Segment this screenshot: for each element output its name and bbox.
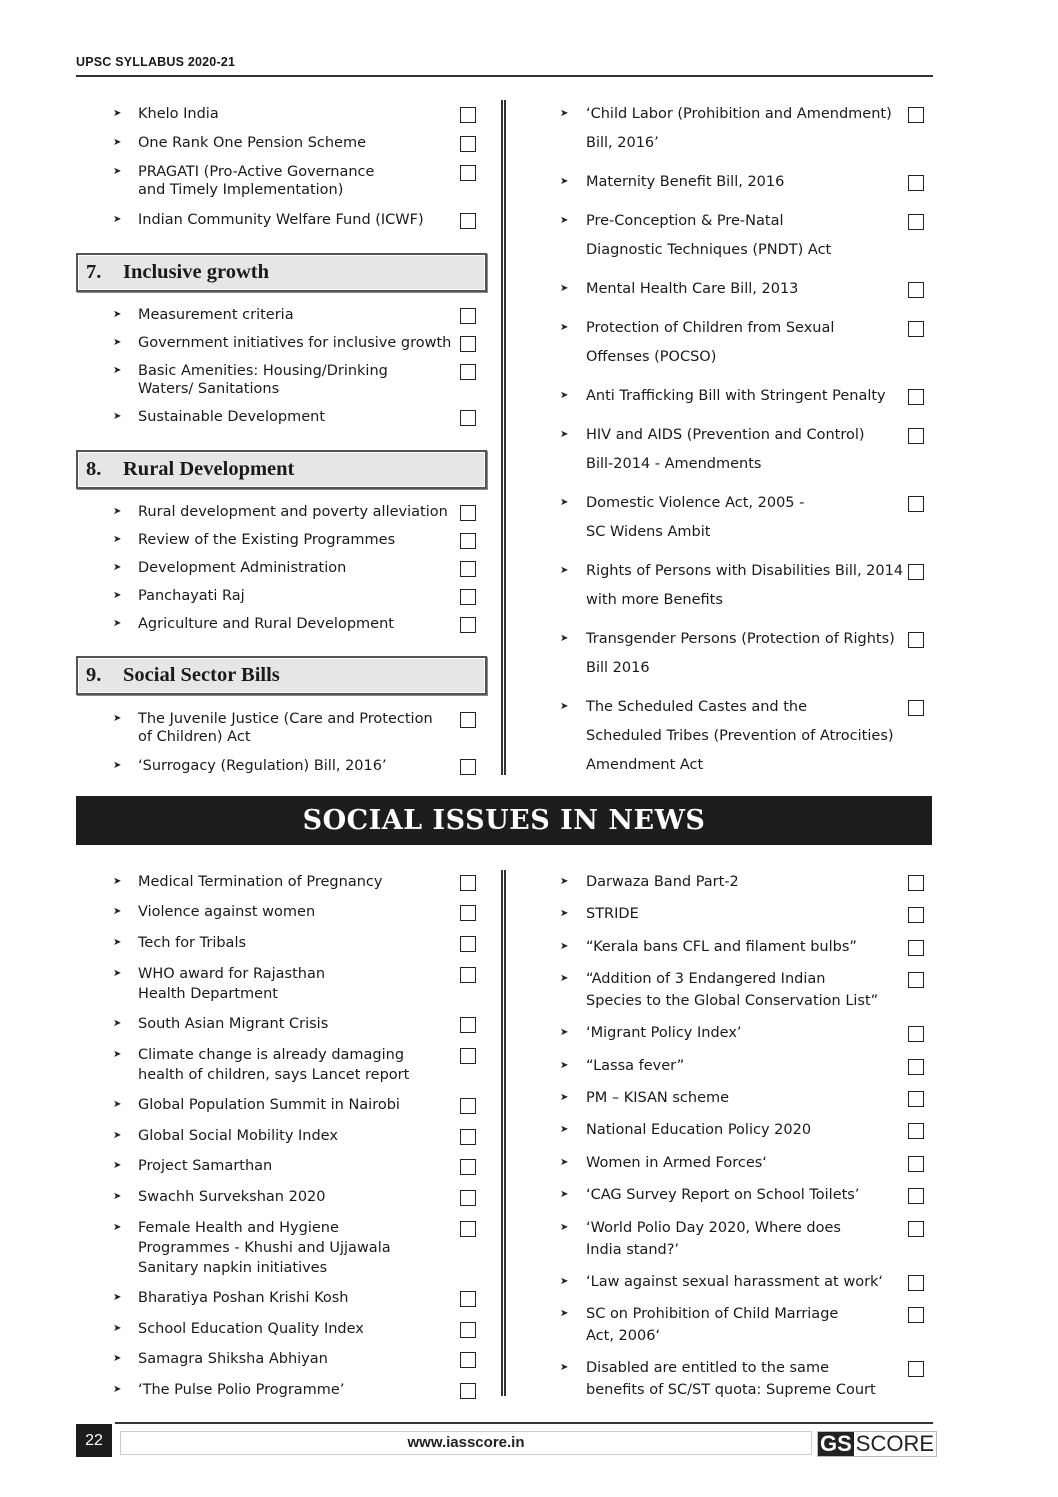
checkbox[interactable] [908, 564, 924, 580]
section-heading-7 [76, 253, 487, 292]
item-text: School Education Quality Index [138, 1321, 364, 1337]
arrow-bullet-icon: ➤ [113, 1018, 122, 1029]
arrow-bullet-icon: ➤ [560, 876, 569, 887]
checkbox[interactable] [460, 107, 476, 123]
checkbox[interactable] [908, 389, 924, 405]
arrow-bullet-icon: ➤ [113, 1222, 122, 1233]
item-text: Amendment Act [586, 757, 704, 773]
arrow-bullet-icon: ➤ [560, 1027, 569, 1038]
item-text: Act, 2006‘ [586, 1327, 661, 1344]
item-text: India stand?’ [586, 1241, 680, 1258]
item-text: Tech for Tribals [138, 935, 247, 951]
arrow-bullet-icon: ➤ [113, 337, 122, 348]
checkbox[interactable] [460, 1129, 476, 1145]
arrow-bullet-icon: ➤ [113, 1353, 122, 1364]
checkbox[interactable] [908, 1156, 924, 1172]
item-text: ‘CAG Survey Report on School Toilets’ [586, 1187, 860, 1203]
item-text: Medical Termination of Pregnancy [138, 874, 383, 890]
item-text: Transgender Persons (Protection of Rights) [586, 631, 895, 647]
arrow-bullet-icon: ➤ [113, 1130, 122, 1141]
arrow-bullet-icon: ➤ [560, 283, 569, 294]
arrow-bullet-icon: ➤ [113, 166, 122, 177]
arrow-bullet-icon: ➤ [113, 1292, 122, 1303]
section-title: Rural Development [123, 458, 295, 480]
arrow-bullet-icon: ➤ [113, 760, 122, 771]
section-heading-8 [76, 450, 487, 489]
section-title: Social Sector Bills [123, 664, 280, 686]
checkbox[interactable] [460, 759, 476, 775]
arrow-bullet-icon: ➤ [560, 108, 569, 119]
checkbox[interactable] [460, 1291, 476, 1307]
item-text: Scheduled Tribes (Prevention of Atrocities) [586, 728, 894, 744]
item-text: South Asian Migrant Crisis [138, 1016, 329, 1032]
arrow-bullet-icon: ➤ [560, 429, 569, 440]
arrow-bullet-icon: ➤ [560, 701, 569, 712]
checkbox[interactable] [908, 875, 924, 891]
arrow-bullet-icon: ➤ [113, 137, 122, 148]
item-text: Swachh Survekshan 2020 [138, 1189, 326, 1205]
item-text: National Education Policy 2020 [586, 1122, 812, 1138]
arrow-bullet-icon: ➤ [560, 215, 569, 226]
arrow-bullet-icon: ➤ [560, 1308, 569, 1319]
checkbox[interactable] [460, 561, 476, 577]
item-text: Global Population Summit in Nairobi [138, 1097, 400, 1113]
checkbox[interactable] [460, 533, 476, 549]
item-text: Measurement criteria [138, 307, 294, 323]
item-text: PRAGATI (Pro-Active Governance [138, 164, 375, 180]
logo-gs: GS [820, 1431, 852, 1456]
checkbox[interactable] [908, 496, 924, 512]
item-text: Development Administration [138, 560, 347, 576]
arrow-bullet-icon: ➤ [560, 941, 569, 952]
checkbox[interactable] [460, 875, 476, 891]
item-text: benefits of SC/ST quota: Supreme Court [586, 1381, 876, 1398]
arrow-bullet-icon: ➤ [113, 1384, 122, 1395]
item-text: Mental Health Care Bill, 2013 [586, 281, 799, 297]
item-text: health of children, says Lancet report [138, 1067, 410, 1083]
arrow-bullet-icon: ➤ [113, 968, 122, 979]
item-text: Review of the Existing Programmes [138, 532, 396, 548]
item-text: Women in Armed Forces‘ [586, 1155, 767, 1171]
checkbox[interactable] [908, 1275, 924, 1291]
arrow-bullet-icon: ➤ [113, 506, 122, 517]
checkbox[interactable] [460, 1017, 476, 1033]
checkbox[interactable] [460, 336, 476, 352]
item-text: Species to the Global Conservation List” [586, 992, 879, 1009]
checkbox[interactable] [460, 1352, 476, 1368]
arrow-bullet-icon: ➤ [113, 1049, 122, 1060]
checkbox[interactable] [460, 1322, 476, 1338]
arrow-bullet-icon: ➤ [113, 309, 122, 320]
arrow-bullet-icon: ➤ [113, 1099, 122, 1110]
item-text: The Scheduled Castes and the [586, 699, 808, 715]
item-text: Climate change is already damaging [138, 1047, 405, 1063]
item-text: Disabled are entitled to the same [586, 1360, 829, 1376]
item-text: Rural development and poverty alleviation [138, 504, 448, 520]
checkbox[interactable] [908, 1026, 924, 1042]
arrow-bullet-icon: ➤ [560, 176, 569, 187]
gs-score-logo [817, 1431, 937, 1457]
item-text: and Timely Implementation) [138, 182, 344, 198]
column-divider [501, 100, 506, 775]
checkbox[interactable] [908, 1188, 924, 1204]
item-text: HIV and AIDS (Prevention and Control) [586, 427, 865, 443]
arrow-bullet-icon: ➤ [113, 713, 122, 724]
page-number: 22 [76, 1424, 112, 1457]
item-text: Samagra Shiksha Abhiyan [138, 1351, 328, 1367]
checkbox[interactable] [908, 428, 924, 444]
checkbox[interactable] [460, 1383, 476, 1399]
arrow-bullet-icon: ➤ [560, 565, 569, 576]
checkbox[interactable] [908, 1059, 924, 1075]
item-text: Darwaza Band Part-2 [586, 874, 739, 890]
item-text: Sustainable Development [138, 409, 325, 425]
checkbox[interactable] [908, 1307, 924, 1323]
arrow-bullet-icon: ➤ [113, 1160, 122, 1171]
section-number: 9. [86, 664, 102, 686]
item-text: Bill, 2016’ [586, 135, 659, 151]
item-text: Domestic Violence Act, 2005 - [586, 495, 805, 511]
item-text: The Juvenile Justice (Care and Protection [138, 711, 433, 727]
checkbox[interactable] [460, 1159, 476, 1175]
arrow-bullet-icon: ➤ [113, 906, 122, 917]
checkbox[interactable] [460, 905, 476, 921]
item-text: One Rank One Pension Scheme [138, 135, 367, 151]
checkbox[interactable] [460, 617, 476, 633]
item-text: Anti Trafficking Bill with Stringent Penalty [586, 388, 886, 404]
footer-url[interactable]: www.iasscore.in [120, 1431, 812, 1455]
arrow-bullet-icon: ➤ [113, 534, 122, 545]
arrow-bullet-icon: ➤ [113, 937, 122, 948]
section-number: 8. [86, 458, 102, 480]
checkbox[interactable] [908, 1123, 924, 1139]
item-text: Bill-2014 - Amendments [586, 456, 762, 472]
item-text: Global Social Mobility Index [138, 1128, 338, 1144]
header-rule [76, 75, 933, 77]
item-text: Bharatiya Poshan Krishi Kosh [138, 1290, 349, 1306]
item-text: “Lassa fever” [586, 1058, 685, 1074]
arrow-bullet-icon: ➤ [113, 214, 122, 225]
checkbox[interactable] [908, 632, 924, 648]
checkbox[interactable] [460, 165, 476, 181]
checkbox[interactable] [460, 589, 476, 605]
section-number: 7. [86, 261, 102, 283]
item-text: STRIDE [586, 906, 639, 922]
item-text: ‘World Polio Day 2020, Where does [586, 1220, 841, 1236]
section-heading-9 [76, 656, 487, 695]
checkbox[interactable] [908, 1361, 924, 1377]
arrow-bullet-icon: ➤ [560, 1189, 569, 1200]
column-divider [501, 870, 506, 1396]
arrow-bullet-icon: ➤ [113, 618, 122, 629]
checkbox[interactable] [908, 1221, 924, 1237]
checkbox[interactable] [908, 107, 924, 123]
item-text: ‘The Pulse Polio Programme’ [138, 1382, 345, 1398]
footer-rule [115, 1422, 933, 1424]
arrow-bullet-icon: ➤ [560, 322, 569, 333]
checkbox[interactable] [460, 213, 476, 229]
item-text: WHO award for Rajasthan [138, 966, 326, 982]
checkbox[interactable] [460, 1048, 476, 1064]
checkbox[interactable] [460, 136, 476, 152]
item-text: “Addition of 3 Endangered Indian [586, 971, 826, 987]
banner-title: SOCIAL ISSUES IN NEWS [76, 796, 932, 845]
item-text: ‘Migrant Policy Index’ [586, 1025, 742, 1041]
item-text: PM – KISAN scheme [586, 1090, 730, 1106]
logo-score: SCORE [855, 1431, 935, 1456]
item-text: with more Benefits [586, 592, 723, 608]
item-text: of Children) Act [138, 729, 251, 745]
arrow-bullet-icon: ➤ [560, 1362, 569, 1373]
checkbox[interactable] [908, 700, 924, 716]
arrow-bullet-icon: ➤ [560, 1222, 569, 1233]
item-text: Indian Community Welfare Fund (ICWF) [138, 212, 424, 228]
arrow-bullet-icon: ➤ [560, 908, 569, 919]
checkbox[interactable] [460, 1221, 476, 1237]
arrow-bullet-icon: ➤ [113, 1323, 122, 1334]
item-text: Bill 2016 [586, 660, 650, 676]
item-text: Female Health and Hygiene [138, 1220, 339, 1236]
checkbox[interactable] [460, 967, 476, 983]
arrow-bullet-icon: ➤ [560, 390, 569, 401]
item-text: Panchayati Raj [138, 588, 245, 604]
arrow-bullet-icon: ➤ [113, 1191, 122, 1202]
item-text: Health Department [138, 986, 278, 1002]
arrow-bullet-icon: ➤ [113, 365, 122, 376]
arrow-bullet-icon: ➤ [560, 1124, 569, 1135]
item-text: Maternity Benefit Bill, 2016 [586, 174, 785, 190]
item-text: Rights of Persons with Disabilities Bill, 2014 [586, 563, 904, 579]
checkbox[interactable] [460, 364, 476, 380]
item-text: Programmes - Khushi and Ujjawala [138, 1240, 391, 1256]
item-text: Project Samarthan [138, 1158, 273, 1174]
item-text: Basic Amenities: Housing/Drinking [138, 363, 388, 379]
arrow-bullet-icon: ➤ [560, 973, 569, 984]
checkbox[interactable] [460, 505, 476, 521]
item-text: Pre-Conception & Pre-Natal [586, 213, 784, 229]
arrow-bullet-icon: ➤ [560, 1092, 569, 1103]
checkbox[interactable] [460, 712, 476, 728]
item-text: “Kerala bans CFL and filament bulbs” [586, 939, 857, 955]
checkbox[interactable] [460, 1190, 476, 1206]
arrow-bullet-icon: ➤ [113, 108, 122, 119]
item-text: Khelo India [138, 106, 219, 122]
arrow-bullet-icon: ➤ [113, 590, 122, 601]
checkbox[interactable] [460, 936, 476, 952]
item-text: Waters/ Sanitations [138, 381, 280, 397]
arrow-bullet-icon: ➤ [113, 876, 122, 887]
checkbox[interactable] [908, 907, 924, 923]
item-text: ‘Law against sexual harassment at work‘ [586, 1274, 884, 1290]
arrow-bullet-icon: ➤ [560, 1157, 569, 1168]
section-title: Inclusive growth [123, 261, 269, 283]
item-text: Offenses (POCSO) [586, 349, 717, 365]
checkbox[interactable] [908, 1091, 924, 1107]
arrow-bullet-icon: ➤ [560, 497, 569, 508]
checkbox[interactable] [908, 321, 924, 337]
item-text: Diagnostic Techniques (PNDT) Act [586, 242, 832, 258]
checkbox[interactable] [460, 308, 476, 324]
checkbox[interactable] [908, 940, 924, 956]
document-header: UPSC SYLLABUS 2020-21 [76, 55, 236, 69]
arrow-bullet-icon: ➤ [113, 562, 122, 573]
item-text: Government initiatives for inclusive growth [138, 335, 452, 351]
item-text: Sanitary napkin initiatives [138, 1260, 328, 1276]
arrow-bullet-icon: ➤ [560, 1276, 569, 1287]
checkbox[interactable] [908, 972, 924, 988]
checkbox[interactable] [908, 282, 924, 298]
item-text: SC Widens Ambit [586, 524, 711, 540]
checkbox[interactable] [460, 1098, 476, 1114]
item-text: Violence against women [138, 904, 316, 920]
checkbox[interactable] [908, 175, 924, 191]
checkbox[interactable] [460, 410, 476, 426]
item-text: SC on Prohibition of Child Marriage [586, 1306, 839, 1322]
item-text: Protection of Children from Sexual [586, 320, 835, 336]
checkbox[interactable] [908, 214, 924, 230]
arrow-bullet-icon: ➤ [113, 411, 122, 422]
arrow-bullet-icon: ➤ [560, 1060, 569, 1071]
item-text: ‘Child Labor (Prohibition and Amendment) [586, 106, 892, 122]
arrow-bullet-icon: ➤ [560, 633, 569, 644]
item-text: Agriculture and Rural Development [138, 616, 394, 632]
item-text: ‘Surrogacy (Regulation) Bill, 2016’ [138, 758, 387, 774]
